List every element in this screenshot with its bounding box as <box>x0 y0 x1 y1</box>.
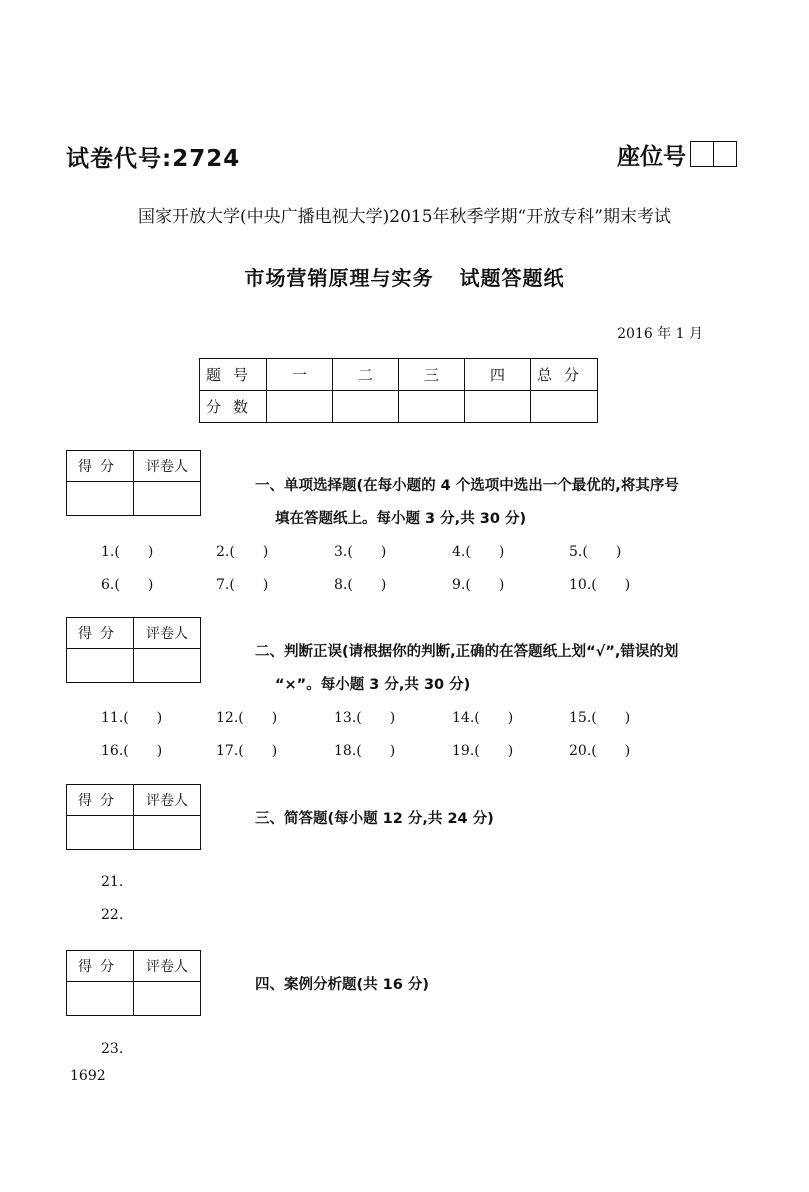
question-number-label: 题号 <box>200 359 267 391</box>
grader-score-label: 得分 <box>67 618 134 649</box>
score-cell-total[interactable] <box>531 391 598 423</box>
column-3-header: 三 <box>399 359 465 391</box>
grader-box <box>66 450 201 516</box>
answer-item[interactable]: 23. <box>101 1041 124 1057</box>
answer-sheet-subtitle: 试题答题纸 <box>459 266 565 290</box>
grader-box <box>66 617 201 683</box>
answer-item[interactable]: 11.( ) <box>101 710 163 726</box>
grader-name-cell[interactable] <box>134 649 201 683</box>
answer-item[interactable]: 10.( ) <box>569 577 631 593</box>
answer-item[interactable]: 22. <box>101 907 124 923</box>
answer-item[interactable]: 1.( ) <box>101 544 154 560</box>
score-table <box>199 358 598 423</box>
grader-score-label: 得分 <box>67 785 134 816</box>
grader-score-cell[interactable] <box>67 816 134 850</box>
section-4-instruction: 四、案例分析题(共 16 分) <box>255 977 430 993</box>
total-header: 总分 <box>531 359 598 391</box>
paper-code: 试卷代号:2724 <box>66 146 241 172</box>
answer-item[interactable]: 9.( ) <box>452 577 505 593</box>
answer-item[interactable]: 7.( ) <box>216 577 269 593</box>
grader-name-label: 评卷人 <box>134 785 201 816</box>
score-cell-1[interactable] <box>267 391 333 423</box>
grader-name-cell[interactable] <box>134 482 201 516</box>
column-4-header: 四 <box>465 359 531 391</box>
answer-item[interactable]: 17.( ) <box>216 743 278 759</box>
section-2-instruction: 二、判断正误(请根据你的判断,正确的在答题纸上划“√”,错误的划 <box>255 644 679 660</box>
column-2-header: 二 <box>333 359 399 391</box>
grader-name-cell[interactable] <box>134 982 201 1016</box>
section-1-instruction-cont: 填在答题纸上。每小题 3 分,共 30 分) <box>275 511 527 527</box>
answer-item[interactable]: 15.( ) <box>569 710 631 726</box>
answer-item[interactable]: 19.( ) <box>452 743 514 759</box>
grader-score-label: 得分 <box>67 451 134 482</box>
grader-name-label: 评卷人 <box>134 951 201 982</box>
answer-item[interactable]: 2.( ) <box>216 544 269 560</box>
answer-item[interactable]: 5.( ) <box>569 544 622 560</box>
grader-score-cell[interactable] <box>67 482 134 516</box>
section-1-instruction: 一、单项选择题(在每小题的 4 个选项中选出一个最优的,将其序号 <box>255 478 679 494</box>
answer-item[interactable]: 12.( ) <box>216 710 278 726</box>
grader-score-cell[interactable] <box>67 982 134 1016</box>
seat-number-boxes[interactable] <box>690 141 737 167</box>
grader-score-cell[interactable] <box>67 649 134 683</box>
exam-date: 2016 年 1 月 <box>617 326 703 342</box>
answer-item[interactable]: 21. <box>101 874 124 890</box>
grader-box <box>66 950 201 1016</box>
score-cell-3[interactable] <box>399 391 465 423</box>
grader-name-label: 评卷人 <box>134 451 201 482</box>
subject-name: 市场营销原理与实务 <box>244 266 434 290</box>
answer-item[interactable]: 20.( ) <box>569 743 631 759</box>
seat-number <box>617 140 737 168</box>
grader-name-label: 评卷人 <box>134 618 201 649</box>
grader-score-label: 得分 <box>67 951 134 982</box>
answer-item[interactable]: 16.( ) <box>101 743 163 759</box>
answer-item[interactable]: 8.( ) <box>334 577 387 593</box>
page-number: 1692 <box>70 1068 106 1084</box>
section-2-instruction-cont: “×”。每小题 3 分,共 30 分) <box>275 677 471 693</box>
section-3-instruction: 三、简答题(每小题 12 分,共 24 分) <box>255 811 494 827</box>
answer-item[interactable]: 6.( ) <box>101 577 154 593</box>
answer-item[interactable]: 14.( ) <box>452 710 514 726</box>
score-cell-2[interactable] <box>333 391 399 423</box>
answer-item[interactable]: 4.( ) <box>452 544 505 560</box>
column-1-header: 一 <box>267 359 333 391</box>
answer-item[interactable]: 3.( ) <box>334 544 387 560</box>
answer-item[interactable]: 13.( ) <box>334 710 396 726</box>
exam-name: 国家开放大学(中央广播电视大学)2015年秋季学期“开放专科”期末考试 <box>138 207 671 227</box>
score-row-label: 分数 <box>200 391 267 423</box>
grader-box <box>66 784 201 850</box>
score-cell-4[interactable] <box>465 391 531 423</box>
seat-number-label: 座位号 <box>617 143 686 170</box>
subject-title <box>0 262 809 291</box>
answer-item[interactable]: 18.( ) <box>334 743 396 759</box>
grader-name-cell[interactable] <box>134 816 201 850</box>
